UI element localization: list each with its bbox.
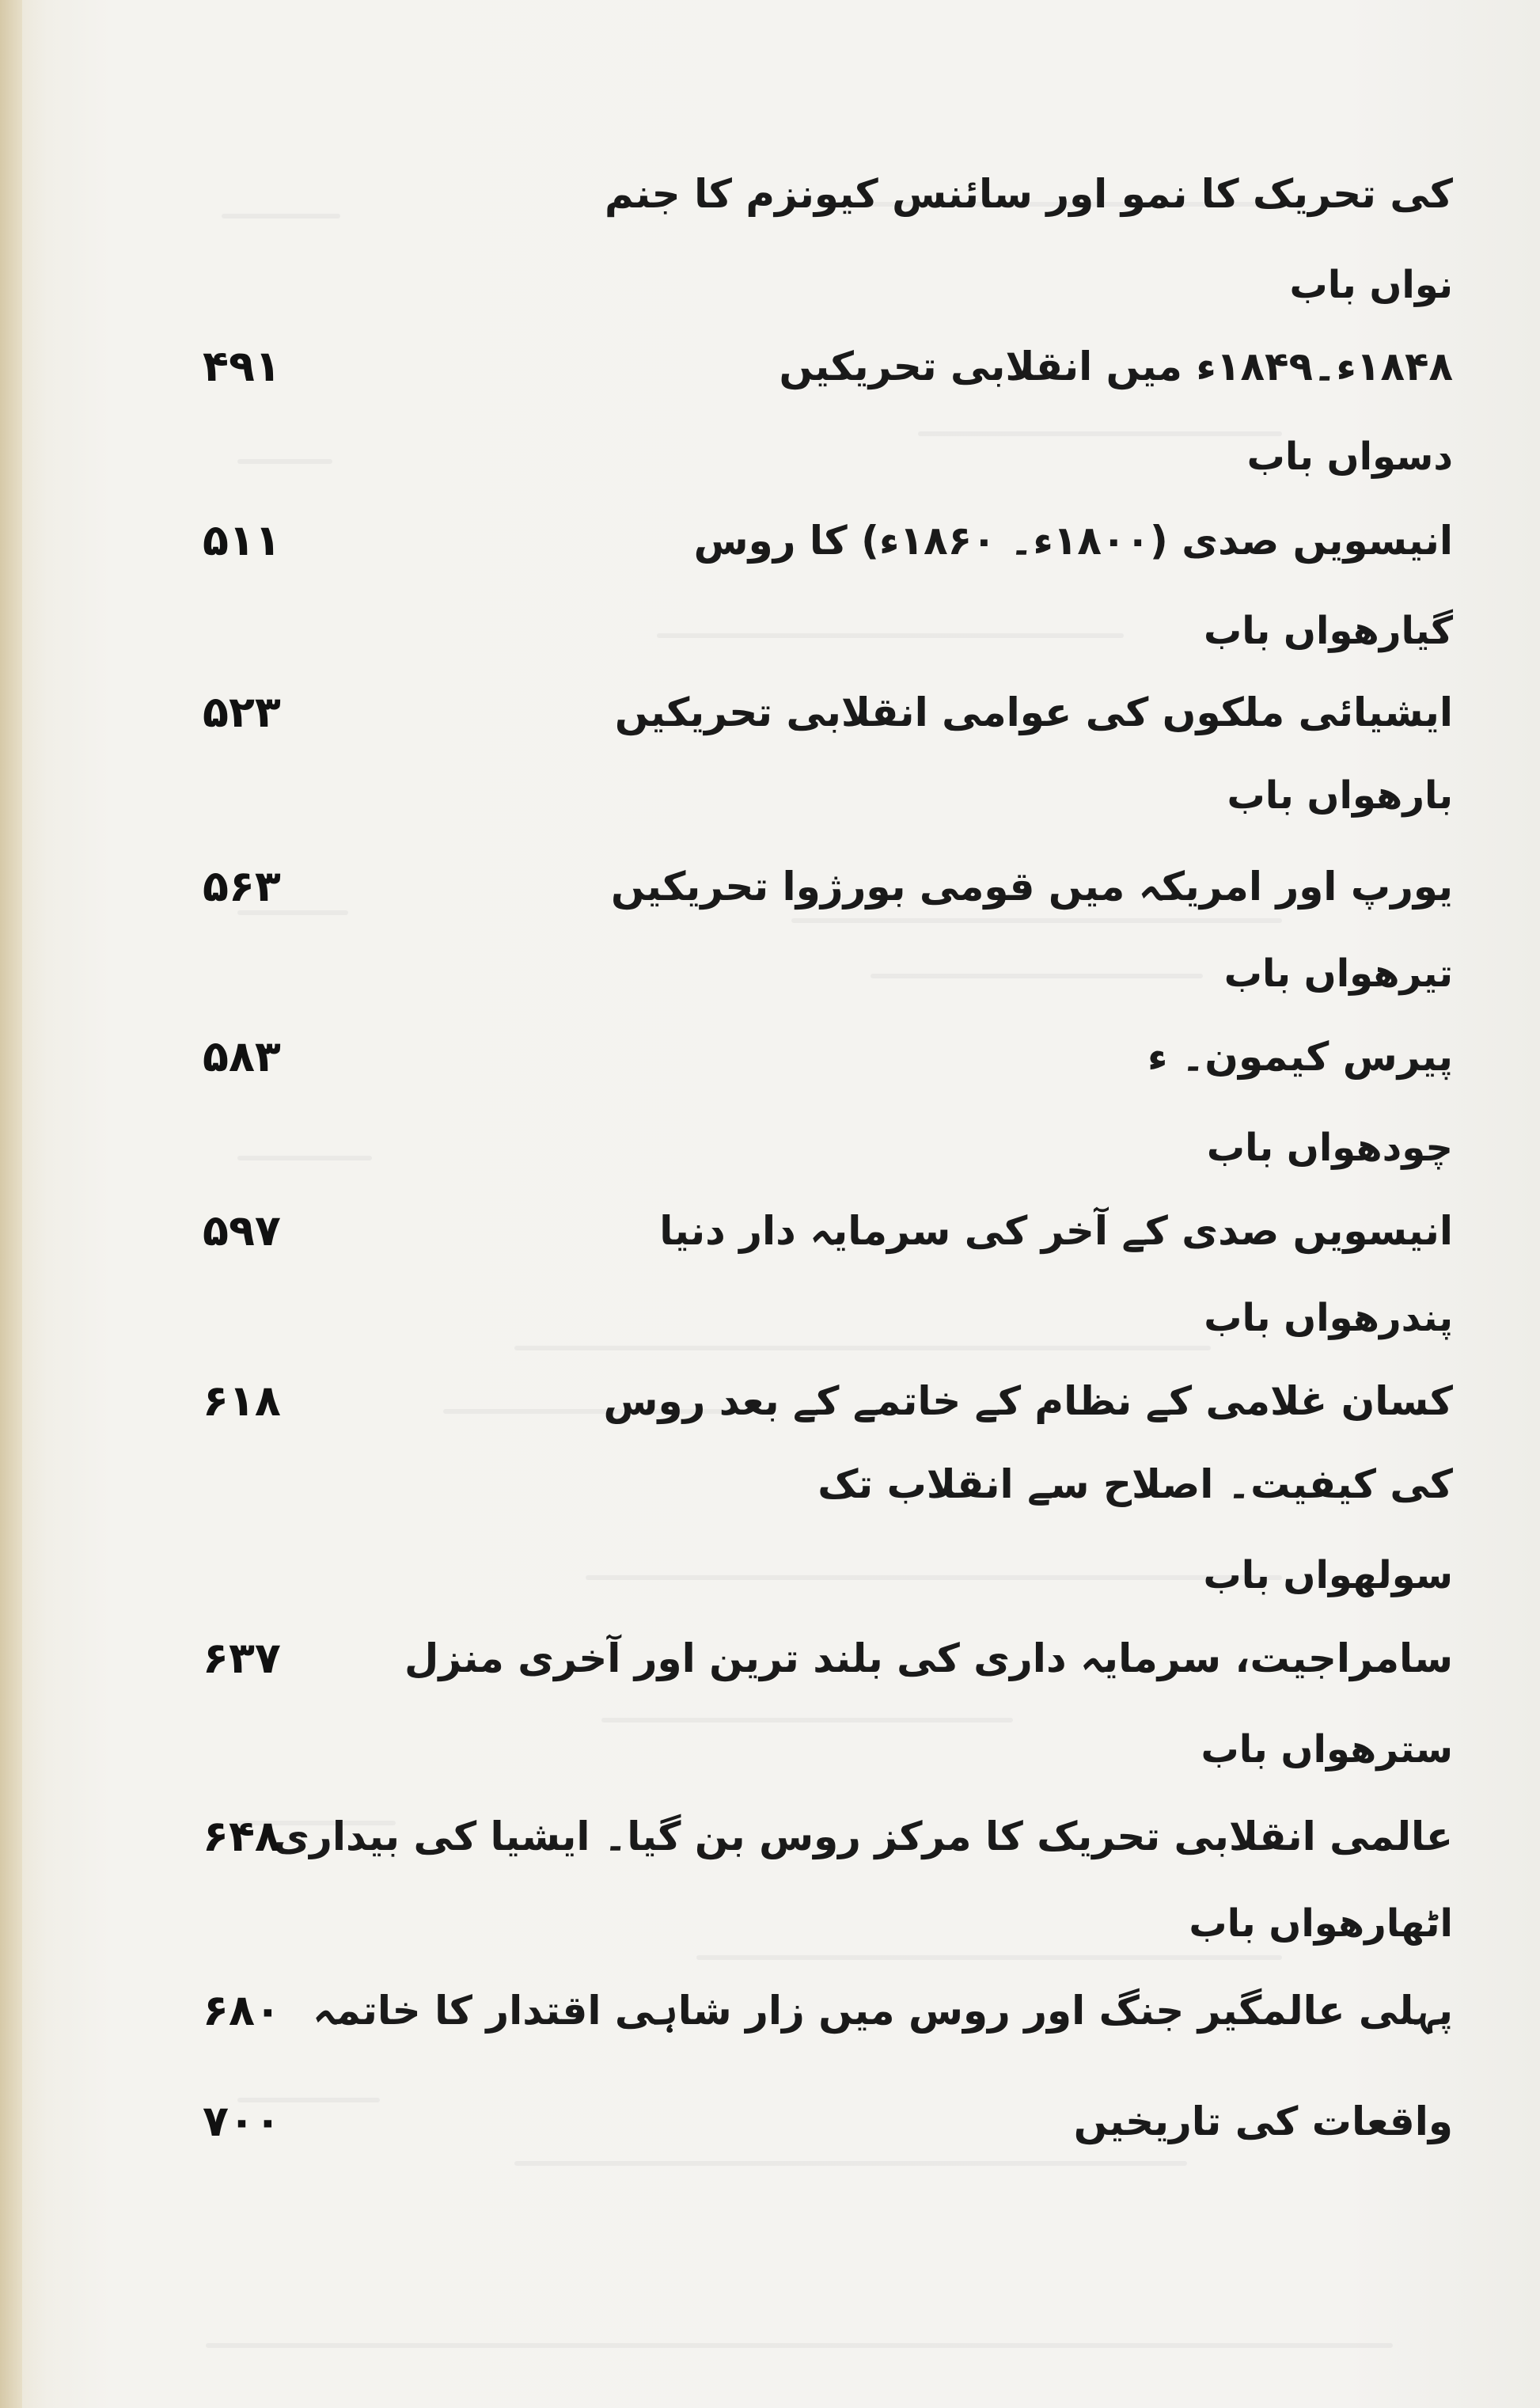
toc-entry	[108, 1195, 1453, 1267]
chapter-heading-label: اٹھارھواں باب	[1189, 1901, 1453, 1946]
entry-title: پیرس کیمون۔ ء	[1147, 1034, 1453, 1080]
entry-title: پہلی عالمگیر جنگ اور روس میں زار شاہی اقتدار کا خاتمہ	[313, 1988, 1453, 2034]
chapter-heading	[108, 595, 1453, 667]
entry-title: انیسویں صدی کے آخر کی سرمایہ دار دنیا	[659, 1208, 1453, 1254]
page-number: ۵۹۷	[203, 1206, 281, 1255]
chapter-heading-label: تیرھواں باب	[1223, 951, 1453, 996]
chapter-heading-label: پندرھواں باب	[1204, 1296, 1453, 1340]
chapter-heading-label: سولھواں باب	[1203, 1553, 1453, 1597]
chapter-heading	[108, 1714, 1453, 1785]
page-number: ۷۰۰	[203, 2096, 281, 2146]
chapter-heading	[108, 249, 1453, 321]
chapter-heading-label: دسواں باب	[1246, 435, 1453, 479]
toc-entry	[108, 158, 1453, 230]
toc-entry	[108, 505, 1453, 576]
chapter-heading	[108, 1888, 1453, 1959]
page-number: ۴۹۱	[203, 341, 281, 391]
toc-entry	[108, 1623, 1453, 1694]
chapter-heading	[108, 421, 1453, 492]
toc-entry	[108, 331, 1453, 402]
toc-entry	[108, 1365, 1453, 1437]
toc-entry	[108, 1021, 1453, 1092]
toc-entry	[108, 1975, 1453, 2046]
entry-title: کی تحریک کا نمو اور سائنس کیونزم کا جنم	[605, 171, 1453, 217]
page-number: ۵۸۳	[203, 1031, 281, 1081]
entry-title: انیسویں صدی (۱۸۰۰ء۔ ۱۸۶۰ء) کا روس	[693, 518, 1453, 564]
entry-title: سامراجیت، سرمایہ داری کی بلند ترین اور آخری منزل	[404, 1635, 1453, 1681]
entry-title: کسان غلامی کے نظام کے خاتمے کے بعد روس	[603, 1378, 1453, 1424]
entry-title: واقعات کی تاریخیں	[1073, 2098, 1453, 2144]
page-number: ۶۳۷	[203, 1633, 281, 1683]
page-number: ۶۸۰	[203, 1985, 281, 2035]
toc-entry	[108, 2086, 1453, 2157]
chapter-heading	[108, 760, 1453, 831]
page-number: ۶۱۸	[203, 1376, 281, 1426]
entry-title: عالمی انقلابی تحریک کا مرکز روس بن گیا۔ ایشیا کی بیداری	[273, 1814, 1453, 1859]
chapter-heading-label: نواں باب	[1289, 263, 1453, 307]
toc-entry-continuation	[108, 1449, 1453, 1520]
chapter-heading-label: گیارھواں باب	[1204, 609, 1453, 653]
entry-title: کی کیفیت۔ اصلاح سے انقلاب تک	[817, 1461, 1453, 1507]
toc-entry	[108, 851, 1453, 922]
page-number: ۵۱۱	[203, 515, 281, 565]
chapter-heading-label: بارھواں باب	[1227, 773, 1453, 818]
page-number: ۵۲۳	[203, 687, 281, 737]
chapter-heading-label: سترھواں باب	[1201, 1727, 1453, 1772]
entry-title: یورپ اور امریکہ میں قومی بورژوا تحریکیں	[610, 864, 1453, 910]
page-number: ۶۴۸	[203, 1811, 281, 1861]
chapter-heading	[108, 1282, 1453, 1354]
chapter-heading-label: چودھواں باب	[1206, 1126, 1453, 1170]
entry-title: ایشیائی ملکوں کی عوامی انقلابی تحریکیں	[614, 689, 1453, 735]
entry-title: ۱۸۴۸ء۔۱۸۴۹ء میں انقلابی تحریکیں	[779, 344, 1453, 389]
page-number: ۵۶۳	[203, 861, 281, 911]
toc-entry	[108, 1801, 1453, 1872]
toc-entry	[108, 677, 1453, 748]
chapter-heading	[108, 1112, 1453, 1183]
chapter-heading	[108, 1540, 1453, 1611]
chapter-heading	[108, 938, 1453, 1009]
